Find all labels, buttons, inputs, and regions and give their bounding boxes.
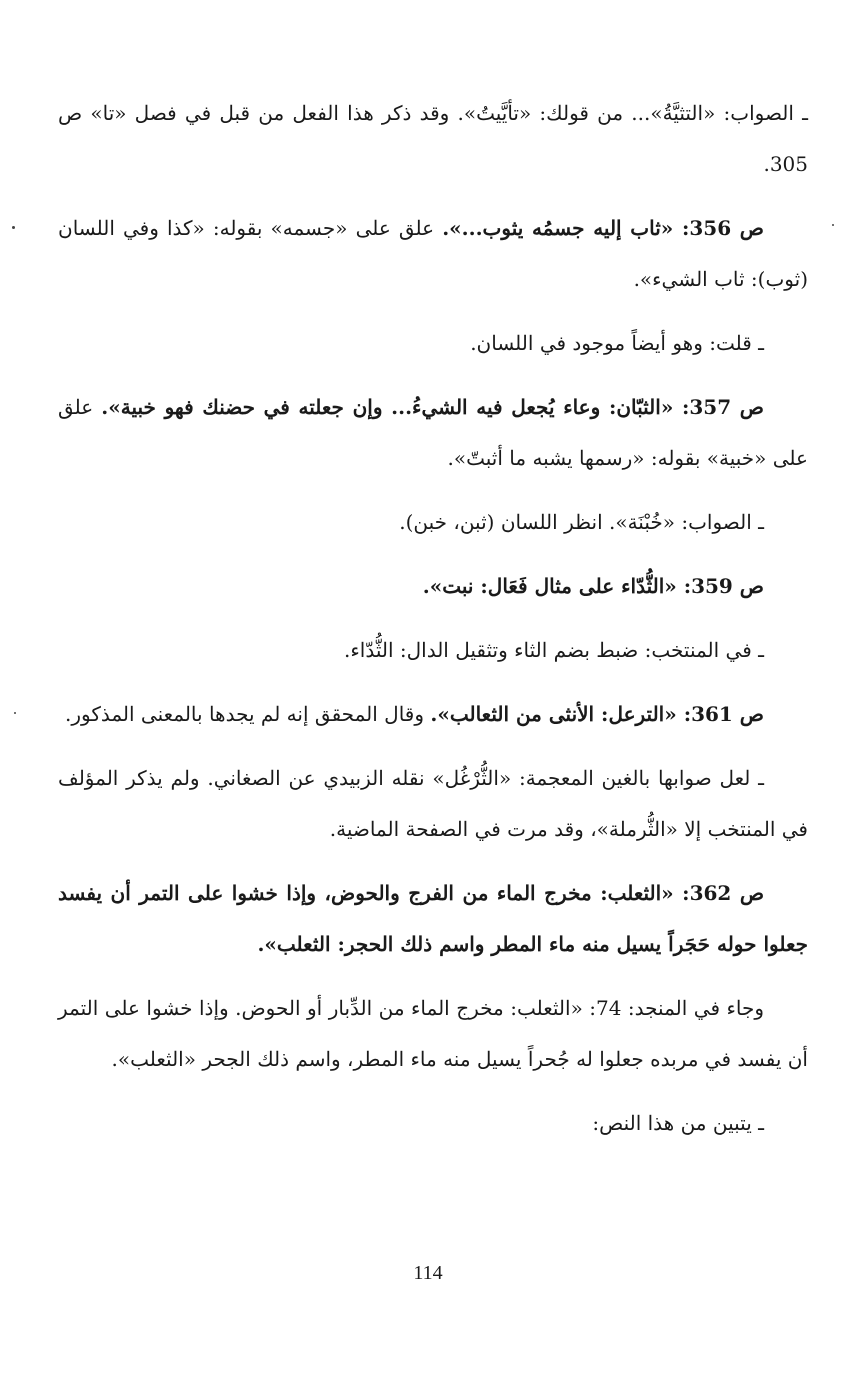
entry-quote: ص 362: «الثعلب: مخرج الماء من الفرج والحوض، وإذا خشوا على التمر أن يفسد جعلوا حوله حَجَراً يسيل منه ماء المطر واسم ذلك الحجر: الثعلب».: [58, 881, 808, 956]
paragraph-munjid-quote: [58, 983, 808, 1085]
entry-quote: ص 359: «الثُّدّاء على مثال فَعَال: نبت».: [422, 574, 764, 598]
paragraph-conclusion-lead: [58, 1098, 808, 1149]
paragraph-text: ـ يتبين من هذا النص:: [592, 1111, 764, 1135]
entry-comment: علق على «خبية» بقوله: «رسمها يشبه ما أثبتّ».: [58, 395, 808, 470]
paragraph-entry-359: [58, 561, 808, 612]
page-number: 114: [413, 1262, 443, 1284]
paragraph-text: ـ لعل صوابها بالغين المعجمة: «الثُّرْغُل» نقله الزبيدي عن الصغاني. ولم يذكر المؤلف في المنتخب إلا «الثُّرملة»، وقد مرت في الصفحة الماضية.: [58, 766, 808, 841]
scan-speck: [832, 224, 834, 226]
paragraph-correction-taayyaytu: [58, 88, 808, 190]
paragraph-text: ـ في المنتخب: ضبط بضم الثاء وتثقيل الدال: الثُّدّاء.: [344, 638, 764, 662]
paragraph-correction-thurghul: [58, 753, 808, 855]
paragraph-text: وجاء في المنجد: 74: «الثعلب: مخرج الماء من الدِّبار أو الحوض. وإذا خشوا على التمر أن يفسد في مربده جعلوا له جُحراً يسيل منه ماء المطر، واسم ذلك الجحر «الثعلب».: [58, 996, 808, 1071]
paragraph-entry-356: [58, 203, 808, 305]
paragraph-entry-361: [58, 689, 808, 740]
scan-speck: [12, 226, 15, 229]
entry-quote: ص 357: «الثبّان: وعاء يُجعل فيه الشيءُ... وإن جعلته في حضنك فهو خبية».: [101, 395, 764, 419]
paragraph-note-muntakhab: [58, 625, 808, 676]
entry-quote: ص 356: «ثاب إليه جسمُه يثوب...».: [442, 216, 764, 240]
paragraph-text: ـ الصواب: «التثيَّةُ»... من قولك: «تأيَّيتُ». وقد ذكر هذا الفعل من قبل في فصل «تا» ص 305.: [58, 101, 808, 176]
entry-comment: علق على «جسمه» بقوله: «كذا وفي اللسان (ثوب): ثاب الشيء».: [58, 216, 808, 291]
paragraph-text: ـ الصواب: «خُبْنَة». انظر اللسان (ثبن، خبن).: [399, 510, 764, 534]
paragraph-text: ـ قلت: وهو أيضاً موجود في اللسان.: [470, 331, 764, 355]
paragraph-entry-357: [58, 382, 808, 484]
paragraph-entry-362: [58, 868, 808, 970]
entry-comment: وقال المحقق إنه لم يجدها بالمعنى المذكور.: [64, 702, 431, 726]
scan-speck: [14, 712, 16, 714]
entry-quote: ص 361: «الترعل: الأنثى من الثعالب».: [430, 702, 764, 726]
document-body: [58, 88, 808, 1162]
paragraph-correction-khubna: [58, 497, 808, 548]
paragraph-note-lisan: [58, 318, 808, 369]
